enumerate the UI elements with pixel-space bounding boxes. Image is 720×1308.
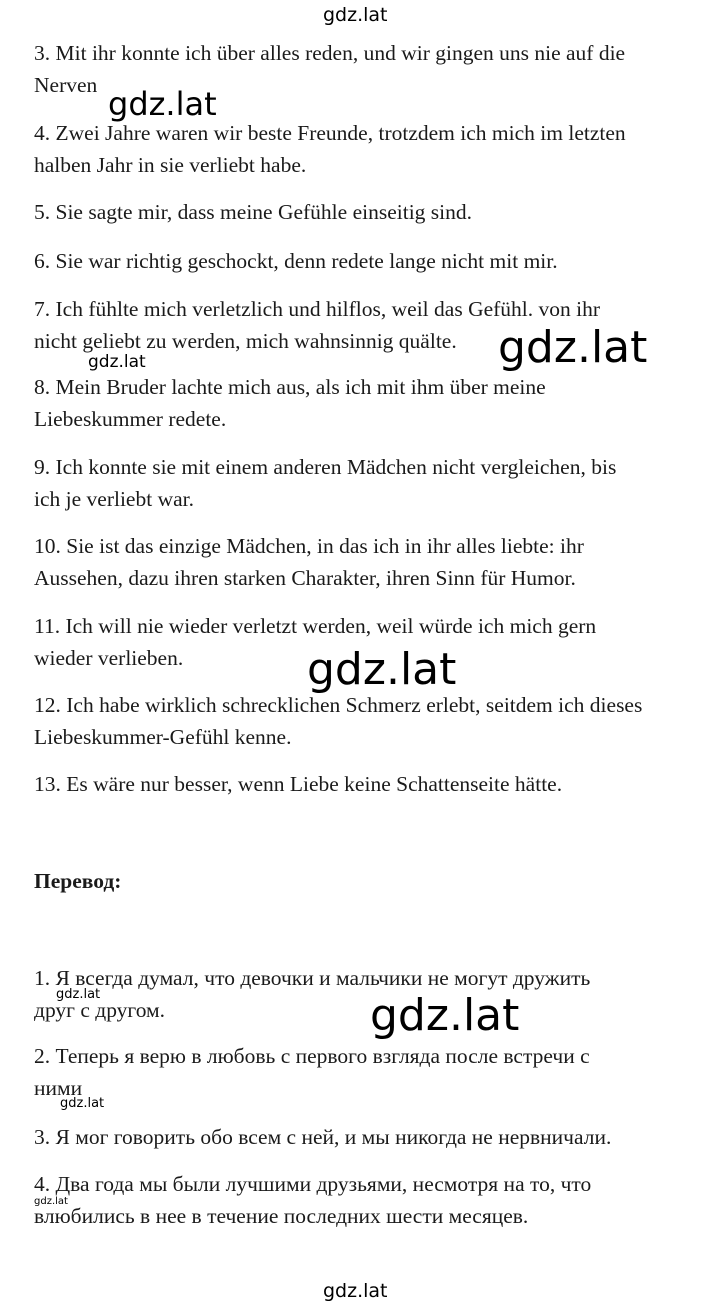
russian-line: ними <box>34 1076 83 1100</box>
russian-line: 3. Я мог говорить обо всем с ней, и мы никогда не нервничали. <box>34 1125 612 1149</box>
watermark-top: gdz.lat <box>323 4 388 26</box>
german-line: 4. Zwei Jahre waren wir beste Freunde, trotzdem ich mich im letzten <box>34 121 626 145</box>
german-line: ich je verliebt war. <box>34 487 194 511</box>
german-line: 10. Sie ist das einzige Mädchen, in das ich in ihr alles liebte: ihr <box>34 534 584 558</box>
german-line: 8. Mein Bruder lachte mich aus, als ich mit ihm über meine <box>34 375 546 399</box>
german-line: 12. Ich habe wirklich schrecklichen Schmerz erlebt, seitdem ich dieses <box>34 693 643 717</box>
german-line: Liebeskummer-Gefühl kenne. <box>34 725 292 749</box>
russian-line: 1. Я всегда думал, что девочки и мальчики не могут дружить <box>34 966 591 990</box>
german-line: 3. Mit ihr konnte ich über alles reden, und wir gingen uns nie auf die <box>34 41 626 65</box>
german-line: Nerven <box>34 73 98 97</box>
german-line: nicht geliebt zu werden, mich wahnsinnig quälte. <box>34 329 457 353</box>
russian-line: влюбились в нее в течение последних шести месяцев. <box>34 1204 529 1228</box>
watermark-small: gdz.lat <box>56 987 101 1002</box>
translation-heading: Перевод: <box>34 869 122 893</box>
watermark-small: gdz.lat <box>88 352 146 372</box>
german-line: 7. Ich fühlte mich verletzlich und hilflos, weil das Gefühl. von ihr <box>34 297 601 321</box>
german-line: wieder verlieben. <box>34 646 184 670</box>
german-line: halben Jahr in sie verliebt habe. <box>34 153 307 177</box>
watermark-large: gdz.lat <box>370 990 520 1041</box>
watermark-large: gdz.lat <box>498 322 648 373</box>
german-line: 9. Ich konnte sie mit einem anderen Mädchen nicht vergleichen, bis <box>34 455 617 479</box>
russian-line: 4. Два года мы были лучшими друзьями, несмотря на то, что <box>34 1172 592 1196</box>
german-line: 13. Es wäre nur besser, wenn Liebe keine Schattenseite hätte. <box>34 772 563 796</box>
german-line: Liebeskummer redete. <box>34 407 227 431</box>
russian-line: друг с другом. <box>34 998 166 1022</box>
russian-line: 2. Теперь я верю в любовь с первого взгляда после встречи с <box>34 1044 590 1068</box>
german-line: 11. Ich will nie wieder verletzt werden, weil würde ich mich gern <box>34 614 597 638</box>
german-line: 5. Sie sagte mir, dass meine Gefühle einseitig sind. <box>34 200 473 224</box>
watermark-bottom: gdz.lat <box>323 1280 388 1302</box>
watermark-large: gdz.lat <box>307 644 457 695</box>
german-line: 6. Sie war richtig geschockt, denn redete lange nicht mit mir. <box>34 249 558 273</box>
watermark-small: gdz.lat <box>34 1196 68 1207</box>
german-line: Aussehen, dazu ihren starken Charakter, ihren Sinn für Humor. <box>34 566 576 590</box>
watermark-small: gdz.lat <box>60 1096 105 1111</box>
watermark-large: gdz.lat <box>108 85 217 123</box>
